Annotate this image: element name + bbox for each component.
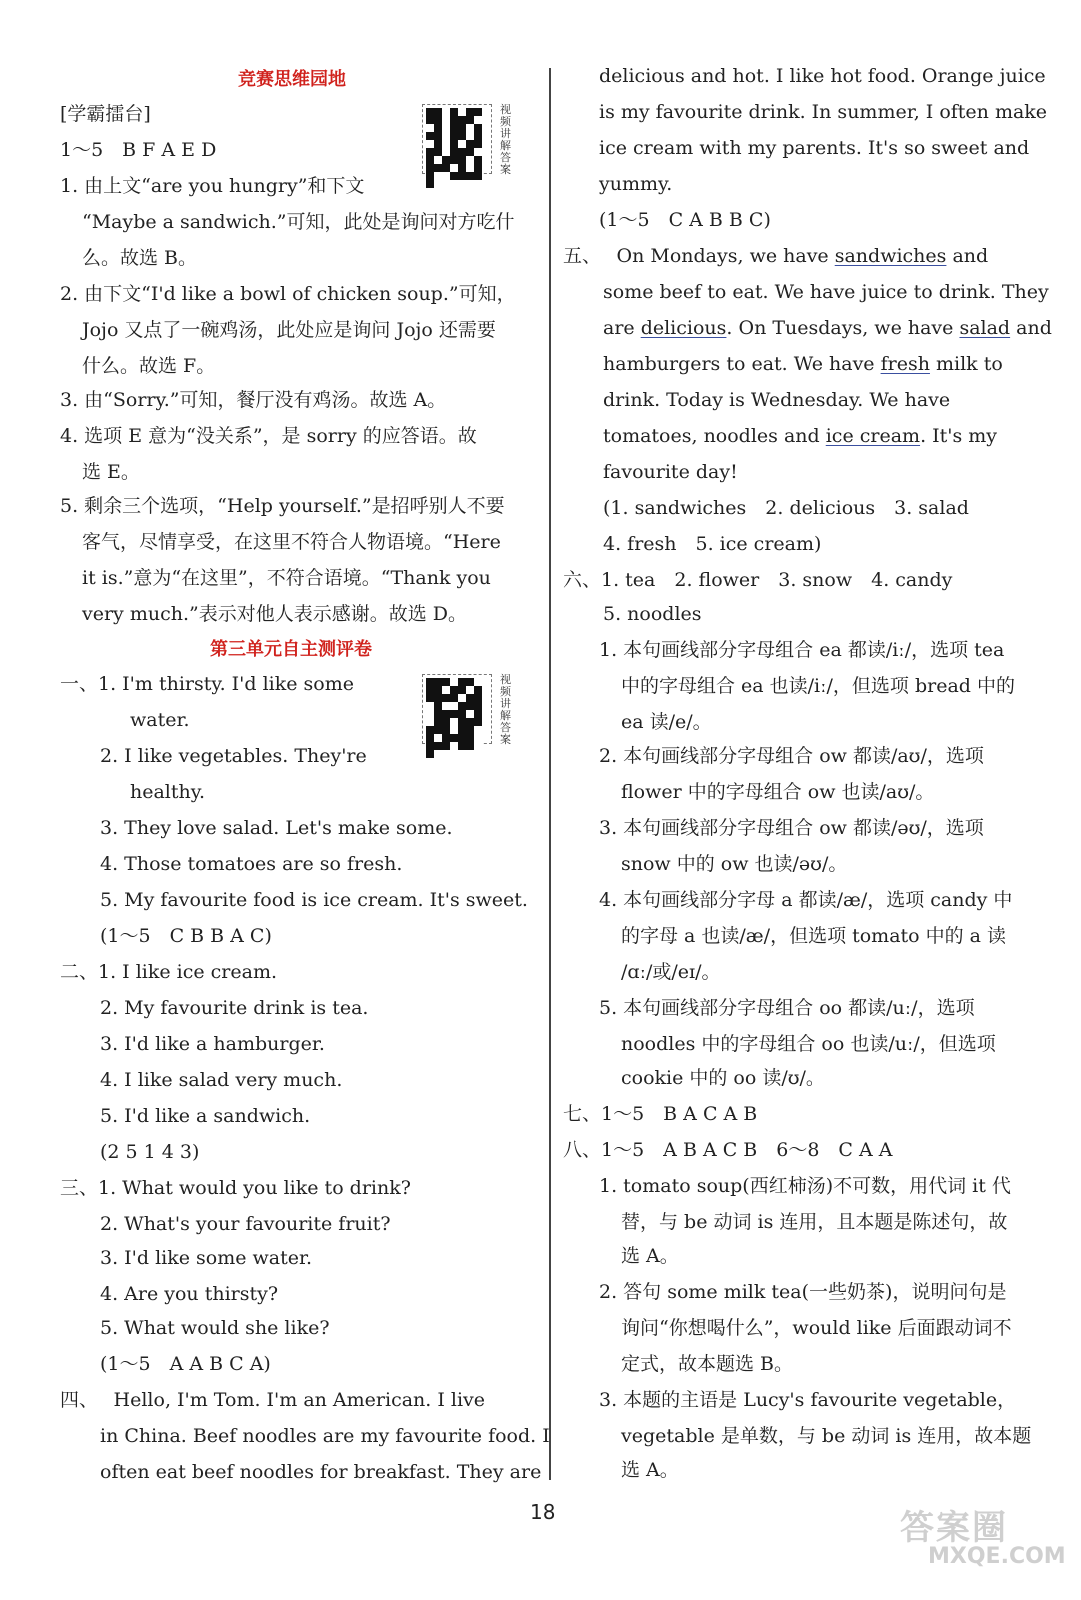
explanation-line: /ɑː/或/eɪ/。: [621, 961, 721, 983]
explanation-line: 5. 本句画线部分字母组合 oo 都读/uː/，选项: [599, 997, 975, 1019]
answer-line: (1～5 A A B C A): [100, 1353, 271, 1375]
answer-line: 4. fresh 5. ice cream): [603, 533, 822, 555]
answer-line: (1～5 C B B A C): [100, 925, 272, 947]
answer-line: 5. My favourite food is ice cream. It's sweet.: [100, 889, 528, 911]
label-xueba: [学霸擂台]: [60, 103, 151, 125]
explanation-line: flower 中的字母组合 ow 也读/aʊ/。: [621, 781, 935, 803]
explanation-line: 4. 本句画线部分字母 a 都读/æ/，选项 candy 中: [599, 889, 1013, 911]
passage-line: favourite day!: [603, 461, 738, 483]
answer-line: 4. I like salad very much.: [100, 1069, 343, 1091]
passage-line: ice cream with my parents. It's so sweet and: [599, 137, 1030, 159]
answer-line: 4. Are you thirsty?: [100, 1283, 279, 1305]
explanation-line: 4. 选项 E 意为“没关系”，是 sorry 的应答语。故: [60, 425, 477, 447]
explanation-line: 2. 由下文“I'd like a bowl of chicken soup.”可知，: [60, 283, 516, 305]
passage-line: often eat beef noodles for breakfast. They are: [100, 1461, 542, 1483]
explanation-line: noodles 中的字母组合 oo 也读/uː/，但选项: [621, 1033, 996, 1055]
passage-line: some beef to eat. We have juice to drink. They: [603, 281, 1049, 303]
underlined-word: ice cream: [825, 425, 921, 447]
explanation-line: “Maybe a sandwich.”可知，此处是询问对方吃什: [82, 211, 515, 233]
answer-line: 一、1. I'm thirsty. I'd like some: [60, 673, 354, 695]
underlined-word: fresh: [880, 353, 930, 375]
answer-line: 5. I'd like a sandwich.: [100, 1105, 311, 1127]
explanation-line: 1. tomato soup(西红柿汤)不可数，用代词 it 代: [599, 1175, 1011, 1197]
explanation-line: 定式，故本题选 B。: [621, 1353, 794, 1375]
answer-line: 3. I'd like some water.: [100, 1247, 313, 1269]
passage-line: in China. Beef noodles are my favourite food. I: [100, 1425, 550, 1447]
answer-line: 5. What would she like?: [100, 1317, 330, 1339]
answer-line: (2 5 1 4 3): [100, 1141, 200, 1163]
explanation-line: ea 读/e/。: [621, 711, 712, 733]
explanation-line: 选 E。: [82, 461, 140, 483]
answer-line: 2. My favourite drink is tea.: [100, 997, 369, 1019]
explanation-line: 么。故选 B。: [82, 247, 198, 269]
explanation-line: it is.”意为“在这里”，不符合语境。“Thank you: [82, 567, 491, 589]
explanation-line: 中的字母组合 ea 也读/iː/，但选项 bread 中的: [621, 675, 1015, 697]
explanation-line: Jojo 又点了一碗鸡汤，此处应是询问 Jojo 还需要: [82, 319, 496, 341]
underlined-word: delicious: [640, 317, 727, 339]
explanation-line: 的字母 a 也读/æ/，但选项 tomato 中的 a 读: [621, 925, 1007, 947]
explanation-line: 2. 本句画线部分字母组合 ow 都读/aʊ/，选项: [599, 745, 984, 767]
explanation-line: 5. 剩余三个选项，“Help yourself.”是招呼别人不要: [60, 495, 505, 517]
explanation-line: 2. 答句 some milk tea(一些奶茶)，说明问句是: [599, 1281, 1007, 1303]
passage-line: [603, 424, 997, 448]
passage-text: and: [946, 245, 989, 267]
qr-caption: 视频讲解答案: [500, 103, 511, 176]
answer-line: 二、1. I like ice cream.: [60, 961, 278, 983]
passage-line: is my favourite drink. In summer, I often make: [599, 101, 1048, 123]
explanation-line: 询问“你想喝什么”，would like 后面跟动词不: [621, 1317, 1012, 1339]
underlined-word: sandwiches: [834, 245, 947, 267]
answer-line: 2. What's your favourite fruit?: [100, 1213, 391, 1235]
passage-text: tomatoes, noodles and: [603, 425, 826, 447]
passage-text: hamburgers to eat. We have: [603, 353, 881, 375]
explanation-line: vegetable 是单数，与 be 动词 is 连用，故本题: [621, 1425, 1032, 1447]
explanation-line: 客气，尽情享受，在这里不符合人物语境。“Here: [82, 531, 501, 553]
passage-line: [563, 244, 988, 268]
answer-line: 三、1. What would you like to drink?: [60, 1177, 411, 1199]
explanation-line: 什么。故选 F。: [82, 355, 216, 377]
answer-line: (1. sandwiches 2. delicious 3. salad: [603, 497, 969, 519]
explanation-line: 3. 本句画线部分字母组合 ow 都读/əʊ/，选项: [599, 817, 984, 839]
passage-line: delicious and hot. I like hot food. Orange juice: [599, 65, 1046, 87]
passage-line: 四、 Hello, I'm Tom. I'm an American. I live: [60, 1389, 486, 1411]
watermark-url: MXQE.COM: [928, 1544, 1066, 1569]
answer-line: 八、1～5 A B A C B 6～8 C A A: [563, 1139, 893, 1161]
explanation-line: very much.”表示对他人表示感谢。故选 D。: [82, 603, 467, 625]
explanation-line: 选 A。: [621, 1245, 679, 1267]
explanation-line: 选 A。: [621, 1459, 679, 1481]
explanation-line: 3. 本题的主语是 Lucy's favourite vegetable，: [599, 1389, 1017, 1411]
answer-line: 3. They love salad. Let's make some.: [100, 817, 453, 839]
answer-line: 4. Those tomatoes are so fresh.: [100, 853, 403, 875]
passage-line: drink. Today is Wednesday. We have: [603, 389, 951, 411]
qr-code[interactable]: [422, 674, 492, 744]
answer-line: water.: [130, 709, 190, 731]
qr-code[interactable]: [422, 104, 492, 174]
answer-line: 5. noodles: [603, 603, 702, 625]
passage-line: [603, 352, 1003, 376]
passage-line: [603, 316, 1052, 340]
passage-text: milk to: [929, 353, 1003, 375]
answer-line: healthy.: [130, 781, 206, 803]
explanation-line: 替，与 be 动词 is 连用，且本题是陈述句，故: [621, 1211, 1008, 1233]
underlined-word: salad: [959, 317, 1011, 339]
passage-text: . On Tuesdays, we have: [726, 317, 960, 339]
answer-line: 七、1～5 B A C A B: [563, 1103, 758, 1125]
answer-line: 六、1. tea 2. flower 3. snow 4. candy: [563, 569, 953, 591]
answer-line: 1～5 B F A E D: [60, 139, 217, 161]
explanation-line: 1. 由上文“are you hungry”和下文: [60, 175, 365, 197]
passage-text: . It's my: [920, 425, 998, 447]
explanation-line: 3. 由“Sorry.”可知，餐厅没有鸡汤。故选 A。: [60, 389, 447, 411]
column-divider: [549, 68, 551, 1480]
passage-line: yummy.: [599, 173, 673, 195]
qr-caption: 视频讲解答案: [500, 673, 511, 746]
explanation-line: 1. 本句画线部分字母组合 ea 都读/iː/，选项 tea: [599, 639, 1005, 661]
passage-text: are: [603, 317, 641, 339]
answer-line: 2. I like vegetables. They're: [100, 745, 367, 767]
explanation-line: snow 中的 ow 也读/əʊ/。: [621, 853, 848, 875]
page-number: 18: [530, 1500, 556, 1524]
answer-line: 3. I'd like a hamburger.: [100, 1033, 325, 1055]
answer-line: (1～5 C A B B C): [599, 209, 771, 231]
explanation-line: cookie 中的 oo 读/ʊ/。: [621, 1067, 825, 1089]
passage-text: 五、 On Mondays, we have: [563, 245, 835, 267]
passage-text: and: [1010, 317, 1052, 339]
section-heading-competition: 竞赛思维园地: [238, 69, 346, 90]
watermark-logo: 答案圈: [900, 1508, 1008, 1548]
section-heading-unit3: 第三单元自主测评卷: [210, 639, 372, 660]
